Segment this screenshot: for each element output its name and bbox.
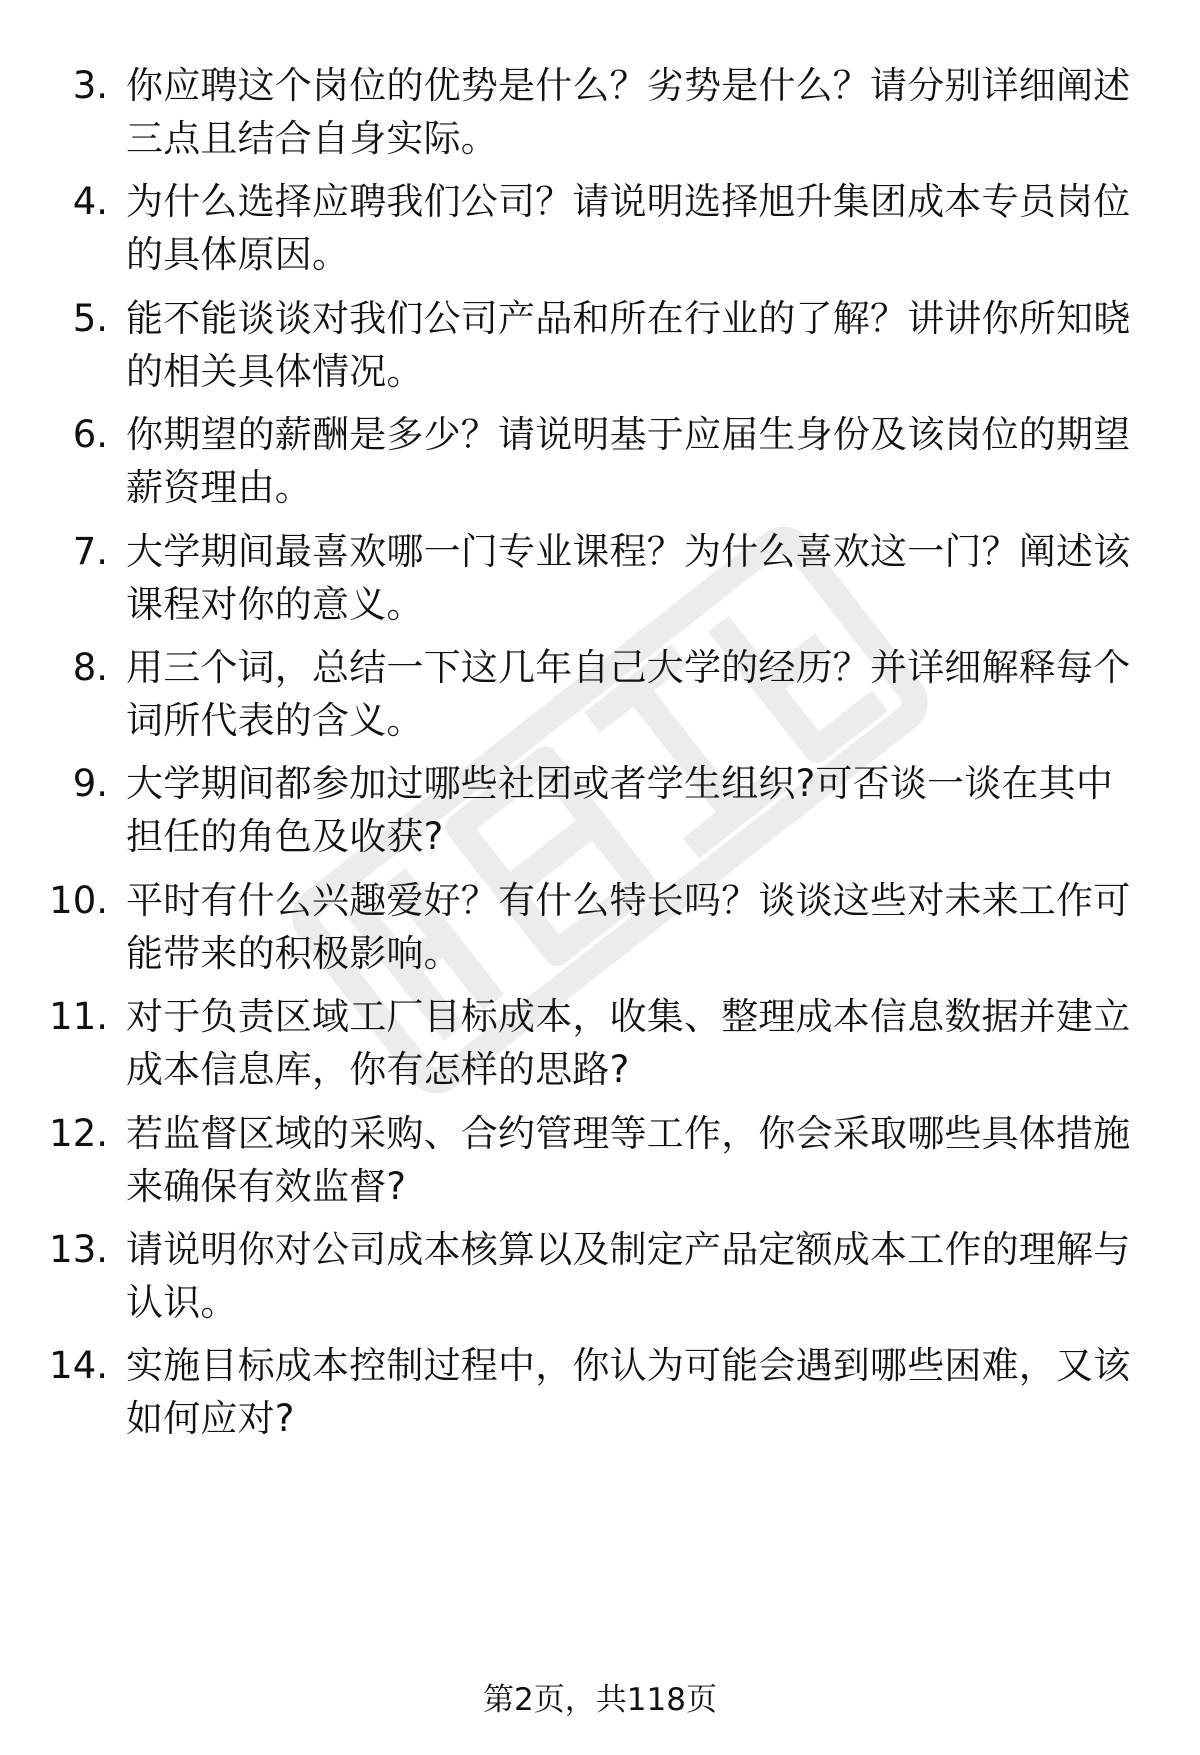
question-number: 9.	[72, 762, 108, 805]
question-number: 4.	[72, 180, 108, 223]
question-number: 13.	[49, 1228, 108, 1271]
question-item	[0, 757, 1200, 867]
question-item	[0, 59, 1200, 169]
question-number: 10.	[49, 879, 108, 922]
question-text: 若监督区域的采购、合约管理等工作，你会采取哪些具体措施来确保有效监督?	[126, 1112, 1131, 1208]
question-text: 平时有什么兴趣爱好？有什么特长吗？谈谈这些对未来工作可能带来的积极影响。	[126, 879, 1131, 975]
question-item	[0, 292, 1200, 402]
question-text: 大学期间都参加过哪些社团或者学生组织?可否谈一谈在其中担任的角色及收获?	[126, 762, 1114, 858]
question-text: 为什么选择应聘我们公司？请说明选择旭升集团成本专员岗位的具体原因。	[126, 180, 1131, 276]
page-number: 第2页，共118页	[483, 1682, 717, 1718]
question-text: 大学期间最喜欢哪一门专业课程？为什么喜欢这一门？阐述该课程对你的意义。	[126, 530, 1131, 626]
question-text: 对于负责区域工厂目标成本，收集、整理成本信息数据并建立成本信息库，你有怎样的思路?	[126, 995, 1131, 1091]
question-number: 11.	[49, 995, 108, 1038]
question-text: 用三个词，总结一下这几年自己大学的经历？并详细解释每个词所代表的含义。	[126, 646, 1131, 742]
question-number: 6.	[72, 413, 108, 456]
question-item	[0, 641, 1200, 751]
question-item	[0, 874, 1200, 984]
question-text: 实施目标成本控制过程中，你认为可能会遇到哪些困难，又该如何应对?	[126, 1344, 1131, 1440]
question-number: 3.	[72, 64, 108, 107]
question-number: 8.	[72, 646, 108, 689]
question-number: 5.	[72, 297, 108, 340]
question-item	[0, 175, 1200, 285]
question-item	[0, 1107, 1200, 1217]
question-item	[0, 990, 1200, 1100]
question-number: 12.	[49, 1112, 108, 1155]
question-item	[0, 1223, 1200, 1333]
question-item	[0, 1339, 1200, 1449]
question-number: 7.	[72, 530, 108, 573]
question-item	[0, 525, 1200, 635]
question-item	[0, 408, 1200, 518]
question-text: 你应聘这个岗位的优势是什么？劣势是什么？请分别详细阐述三点且结合自身实际。	[126, 64, 1131, 160]
question-text: 能不能谈谈对我们公司产品和所在行业的了解？讲讲你所知晓的相关具体情况。	[126, 297, 1131, 393]
question-number: 14.	[49, 1344, 108, 1387]
question-text: 请说明你对公司成本核算以及制定产品定额成本工作的理解与认识。	[126, 1228, 1131, 1324]
question-text: 你期望的薪酬是多少？请说明基于应届生身份及该岗位的期望薪资理由。	[126, 413, 1131, 509]
